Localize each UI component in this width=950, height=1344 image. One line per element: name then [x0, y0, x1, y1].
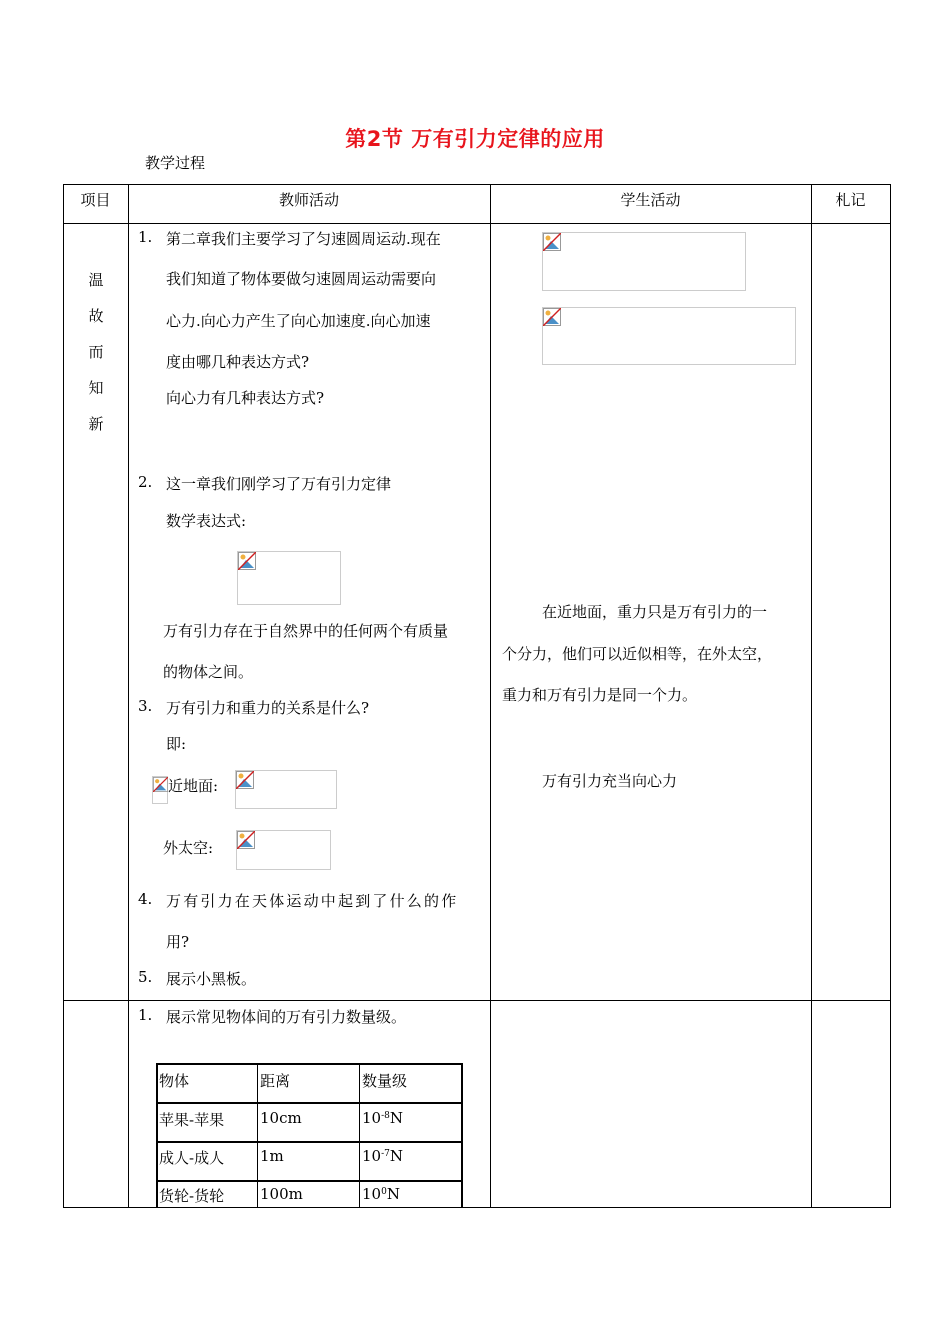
inner-table-line: [156, 1102, 463, 1104]
subtitle: 教学过程: [145, 154, 206, 172]
teacher-text: 第二章我们主要学习了匀速圆周运动.现在: [166, 230, 441, 248]
inner-table-line: [156, 1063, 158, 1208]
item-number: 3.: [138, 697, 153, 715]
outer-space-formula-image: [236, 830, 331, 870]
broken-image-icon: [237, 831, 255, 849]
section-label-char: 新: [88, 415, 104, 433]
inner-table-line: [359, 1063, 360, 1208]
header-bottom-border: [63, 223, 891, 224]
broken-image-icon: [153, 777, 168, 792]
header-teacher: 教师活动: [278, 191, 339, 209]
table-cell: 100m: [260, 1185, 303, 1203]
student-text: 万有引力充当向心力: [542, 772, 678, 790]
near-ground-label: 近地面:: [168, 777, 219, 795]
table-cell: 货轮-货轮: [159, 1187, 225, 1205]
magnitude-base: 10: [362, 1109, 382, 1127]
magnitude-unit: N: [389, 1147, 403, 1165]
broken-image-icon: [238, 552, 256, 570]
teacher-text: 即:: [166, 735, 187, 753]
near-ground-formula-image: [235, 770, 337, 809]
teacher-text: 展示小黑板。: [166, 970, 257, 988]
magnitude-exponent: -8: [381, 1111, 390, 1121]
teacher-text: 用?: [166, 933, 190, 951]
teacher-text: 展示常见物体间的万有引力数量级。: [166, 1008, 407, 1026]
teacher-text: 心力.向心力产生了向心加速度.向心加速: [166, 312, 431, 330]
outer-space-label: 外太空:: [163, 839, 214, 857]
inner-table-line: [156, 1141, 463, 1143]
table-cell: 1m: [260, 1147, 284, 1165]
formula-image: [237, 551, 341, 605]
student-formula-image: [542, 232, 746, 291]
table-header-cell: 距离: [260, 1072, 291, 1090]
small-image: [152, 776, 168, 804]
teacher-text: 我们知道了物体要做匀速圆周运动需要向: [166, 270, 437, 288]
magnitude-exponent: 0: [381, 1187, 387, 1197]
col-divider-2: [490, 184, 491, 1208]
table-right-border: [890, 184, 891, 1208]
broken-image-icon: [543, 308, 561, 326]
table-cell: [362, 1109, 403, 1127]
header-student: 学生活动: [620, 191, 681, 209]
student-formula-image: [542, 307, 796, 365]
magnitude-unit: N: [386, 1185, 400, 1203]
inner-table-line: [461, 1063, 463, 1208]
item-number: 1.: [138, 1006, 153, 1024]
table-cell: [362, 1147, 403, 1165]
teacher-text: 的物体之间。: [163, 663, 254, 681]
section-label-char: 温: [88, 271, 104, 289]
table-cell: 苹果-苹果: [159, 1111, 225, 1129]
section-label-char: 而: [88, 343, 104, 361]
col-divider-1: [128, 184, 129, 1208]
teacher-text: 万有引力和重力的关系是什么?: [166, 699, 370, 717]
item-number: 2.: [138, 473, 153, 491]
section-label-char: 知: [88, 379, 104, 397]
teacher-text: 万有引力存在于自然界中的任何两个有质量: [163, 622, 449, 640]
magnitude-exponent: -7: [381, 1149, 390, 1159]
table-cell: [362, 1185, 400, 1203]
item-number: 4.: [138, 890, 153, 908]
col-divider-3: [811, 184, 812, 1208]
inner-table-line: [257, 1063, 258, 1208]
student-text: 在近地面，重力只是万有引力的一: [542, 603, 768, 621]
item-number: 1.: [138, 228, 153, 246]
section-label-char: 故: [88, 307, 104, 325]
table-left-border: [63, 184, 64, 1208]
broken-image-icon: [236, 771, 254, 789]
inner-table-line: [156, 1063, 463, 1065]
student-text: 个分力，他们可以近似相等，在外太空，: [502, 645, 773, 663]
item-number: 5.: [138, 968, 153, 986]
table-header-cell: 数量级: [362, 1072, 408, 1090]
teacher-text: 向心力有几种表达方式?: [166, 389, 325, 407]
teacher-text: 度由哪几种表达方式?: [166, 353, 310, 371]
teacher-text: 数学表达式:: [166, 512, 247, 530]
header-item: 项目: [80, 191, 111, 209]
page-title: 第2节 万有引力定律的应用: [345, 127, 605, 151]
magnitude-unit: N: [389, 1109, 403, 1127]
header-notes: 札记: [835, 191, 866, 209]
table-header-cell: 物体: [159, 1072, 190, 1090]
table-bottom-border: [63, 1207, 891, 1208]
magnitude-base: 10: [362, 1147, 382, 1165]
teacher-text: 万有引力在天体运动中起到了什么的作: [166, 892, 459, 910]
teacher-text: 这一章我们刚学习了万有引力定律: [166, 475, 392, 493]
broken-image-icon: [543, 233, 561, 251]
table-top-border: [63, 184, 891, 185]
section1-bottom-border: [63, 1000, 891, 1001]
inner-table-line: [156, 1180, 463, 1182]
table-cell: 成人-成人: [159, 1149, 225, 1167]
magnitude-base: 10: [362, 1185, 382, 1203]
table-cell: 10cm: [260, 1109, 302, 1127]
student-text: 重力和万有引力是同一个力。: [502, 686, 698, 704]
